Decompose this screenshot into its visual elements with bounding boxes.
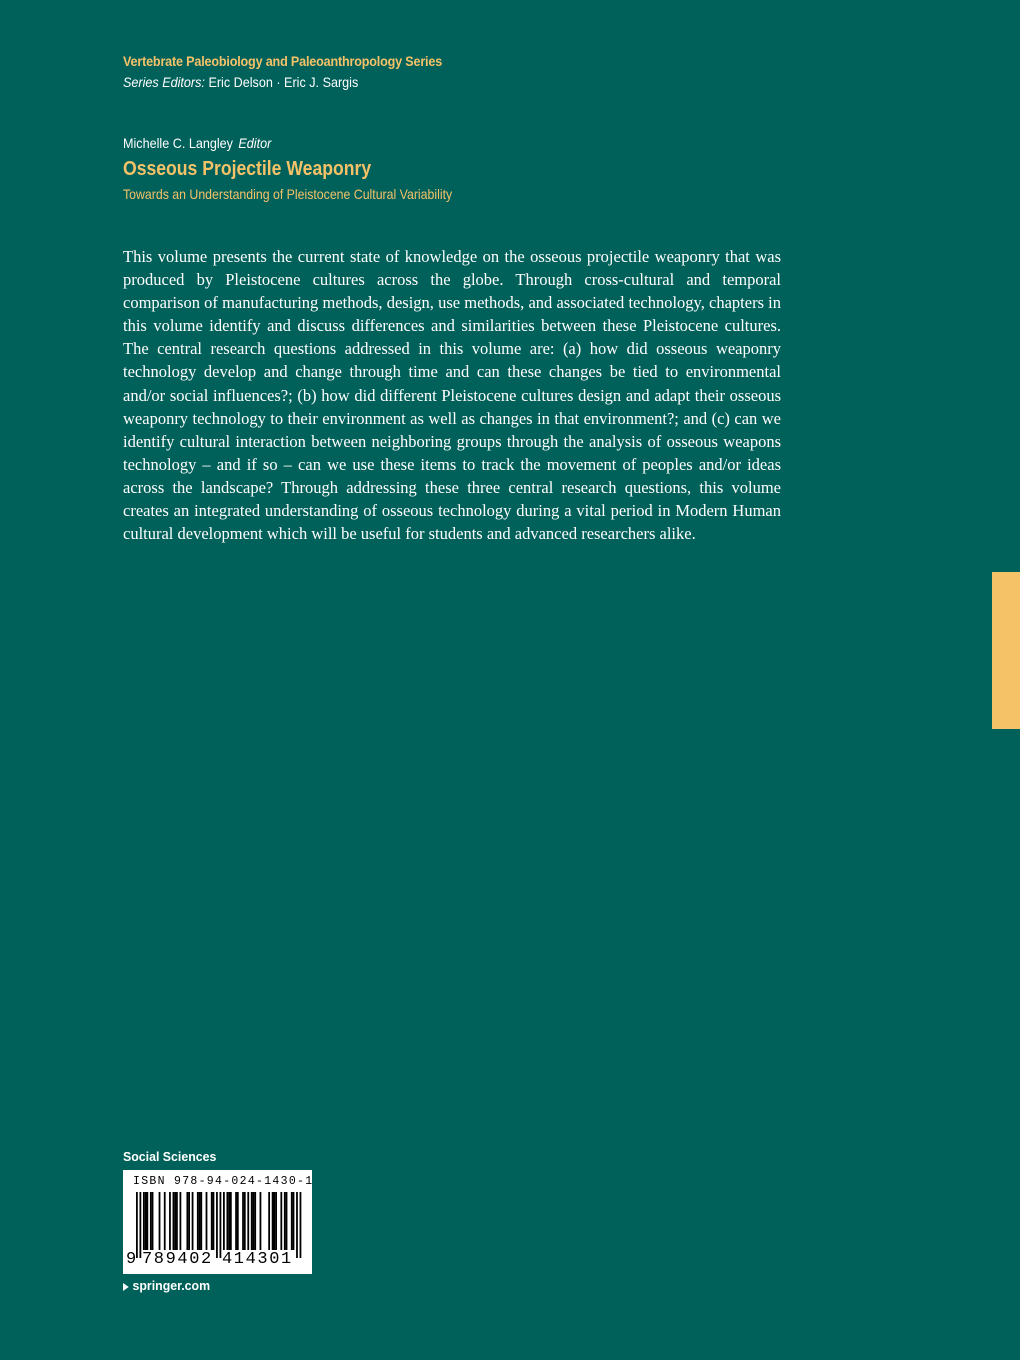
- editor-line: [123, 133, 807, 153]
- barcode-bar: [188, 1192, 190, 1250]
- barcode-bar: [226, 1192, 228, 1250]
- barcode-bar: [213, 1192, 215, 1250]
- barcode-bar: [254, 1192, 256, 1250]
- ean-digits-left: 789402: [142, 1250, 213, 1269]
- barcode-bar: [273, 1192, 275, 1250]
- barcode-bar: [159, 1192, 161, 1250]
- barcode-bar: [251, 1192, 253, 1250]
- barcode-guard-bar: [216, 1192, 218, 1258]
- barcode-bar: [242, 1192, 244, 1250]
- barcode-bar: [275, 1192, 277, 1250]
- barcode-bar: [173, 1192, 175, 1250]
- barcode-bar: [286, 1192, 288, 1250]
- isbn-label: ISBN 978-94-024-1430-1: [133, 1175, 314, 1188]
- barcode-bar: [253, 1192, 255, 1250]
- barcode-bar: [272, 1192, 274, 1250]
- editor-role: Editor: [238, 135, 272, 151]
- barcode-bar: [192, 1192, 194, 1250]
- barcode-bar: [223, 1192, 225, 1250]
- barcode-bar: [180, 1192, 182, 1250]
- barcode-bar: [268, 1192, 270, 1250]
- barcode-bar: [146, 1192, 148, 1250]
- barcode-bar: [176, 1192, 178, 1250]
- series-editors-names: Eric Delson · Eric J. Sargis: [208, 74, 359, 90]
- book-subtitle: Towards an Understanding of Pleistocene Cultural Variability: [123, 186, 453, 202]
- barcode-bar: [293, 1192, 295, 1250]
- website-label: springer.com: [132, 1278, 211, 1293]
- subject-category: Social Sciences: [123, 1149, 217, 1164]
- edge-tab-marker: [992, 572, 1020, 729]
- ean-digit-first: 9: [126, 1250, 137, 1269]
- barcode-bar: [200, 1192, 202, 1250]
- barcode-bar: [206, 1192, 208, 1250]
- barcode-bar: [152, 1192, 154, 1250]
- barcode-guard-bar: [136, 1192, 138, 1258]
- barcode-bar: [280, 1192, 282, 1250]
- editor-block: [123, 133, 883, 204]
- barcode-bar: [291, 1192, 293, 1250]
- barcode-bar: [244, 1192, 246, 1250]
- arrow-right-icon: [123, 1283, 129, 1291]
- barcode-bar: [228, 1192, 230, 1250]
- barcode-bar: [260, 1192, 262, 1250]
- series-editors: [123, 71, 753, 93]
- barcode-guard-bar: [296, 1192, 298, 1258]
- barcode-bar: [284, 1192, 286, 1250]
- barcode-bar: [145, 1192, 147, 1250]
- barcode-bar: [197, 1192, 199, 1250]
- barcode-bar: [150, 1192, 152, 1250]
- barcode-bar: [143, 1192, 145, 1250]
- editor-name: Michelle C. Langley: [123, 135, 233, 151]
- book-description: This volume presents the current state of knowledge on the osseous projectile weaponry that was produced by Pleistocene cultures across the globe. Through cross-cultural and temporal comparison of manufacturing methods, design, use methods, and associated technology, chapters in this volume identify and discuss differences and similarities between these Pleistocene cultures. The central research questions addressed in this volume are: (a) how did osseous weaponry technology develop and change through time and can these changes be tied to environmental and/or social influences?; (b) how did different Pleistocene cultures design and adapt their osseous weaponry technology to their environment as well as changes in that environment?; and (c) can we identify cultural interaction between neighboring groups through the analysis of osseous weapons technology – and if so – can we use these items to track the movement of peoples and/or ideas across the landscape? Through addressing these three central research questions, this volume creates an integrated understanding of osseous technology during a vital period in Modern Human cultural development which will be useful for students and advanced researchers alike.: [123, 247, 781, 544]
- series-block: [123, 51, 823, 93]
- series-editors-label: Series Editors:: [123, 74, 205, 90]
- barcode-bar: [247, 1192, 249, 1250]
- barcode-guard-bar: [220, 1192, 222, 1258]
- barcode-bar: [174, 1192, 176, 1250]
- barcode-bar: [235, 1192, 237, 1250]
- series-title: Vertebrate Paleobiology and Paleoanthropology Series: [123, 53, 443, 69]
- barcode-bar: [211, 1192, 213, 1250]
- barcode-bar: [186, 1192, 188, 1250]
- barcode-bar: [164, 1192, 166, 1250]
- barcode-guard-bar: [300, 1192, 302, 1258]
- barcode-bar: [237, 1192, 239, 1250]
- barcode-bar: [169, 1192, 171, 1250]
- barcode-bar: [199, 1192, 201, 1250]
- isbn-barcode: [123, 1170, 312, 1274]
- barcode-guard-bar: [139, 1192, 141, 1258]
- barcode-bar: [230, 1192, 232, 1250]
- publisher-website[interactable]: [123, 1277, 210, 1295]
- book-title: Osseous Projectile Weaponry: [123, 158, 372, 180]
- ean-digits-right: 414301: [222, 1250, 293, 1269]
